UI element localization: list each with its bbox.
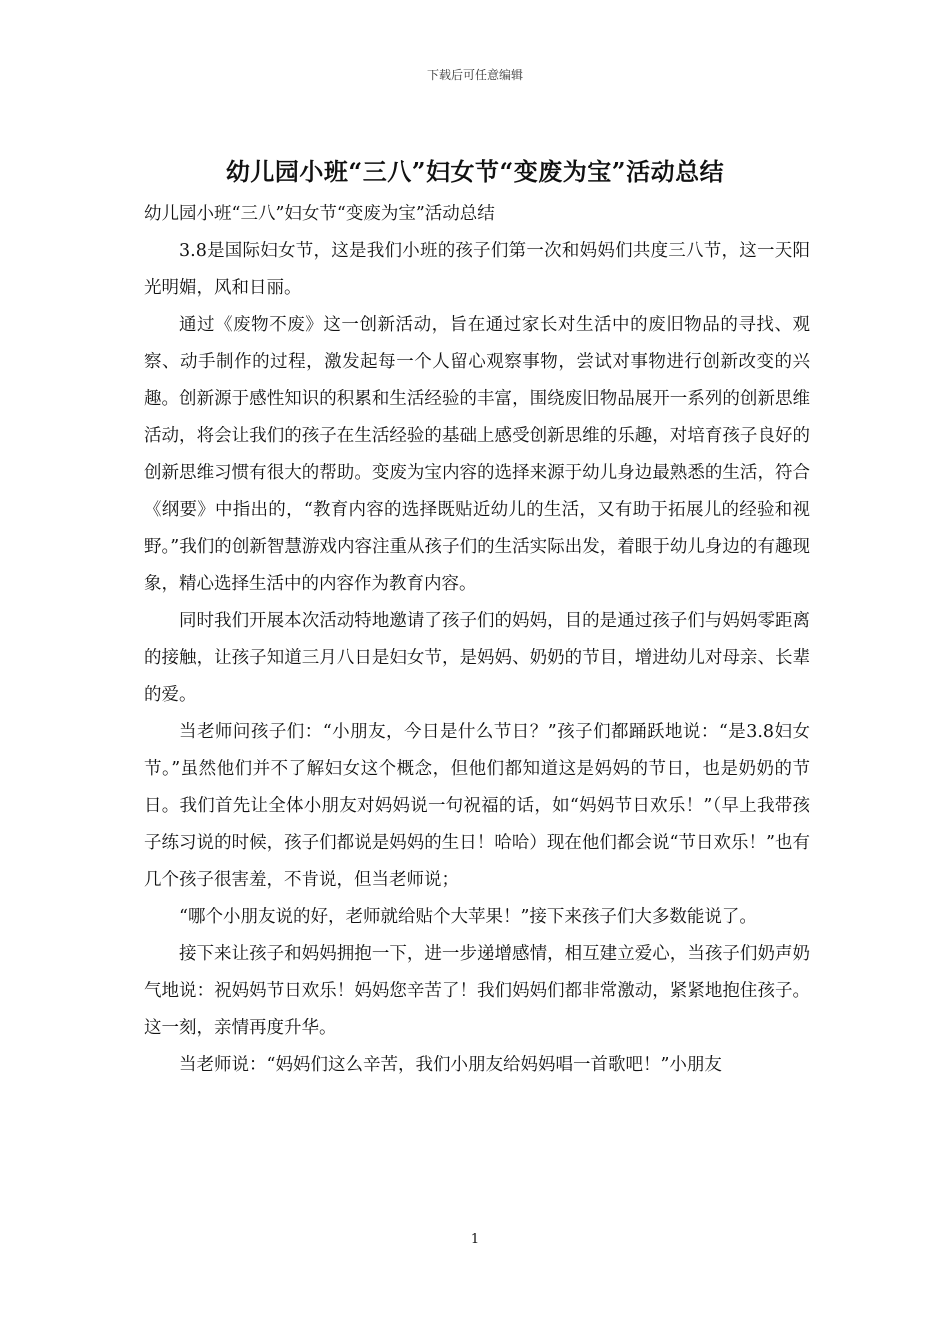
page-number: 1	[470, 1232, 480, 1247]
paragraph-apple-reward: “哪个小朋友说的好，老师就给贴个大苹果！”接下来孩子们大多数能说了。	[179, 907, 757, 927]
paragraph-intro: 3.8是国际妇女节，这是我们小班的孩子们第一次和妈妈们共度三八节，这一天阳光明媚，风和日丽。	[144, 241, 810, 298]
document-title: 幼儿园小班“三八”妇女节“变废为宝”活动总结	[225, 157, 725, 186]
document-subtitle: 幼儿园小班“三八”妇女节“变废为宝”活动总结	[144, 204, 495, 224]
document-body	[144, 196, 810, 1084]
paragraph-activity-purpose: 通过《废物不废》这一创新活动，旨在通过家长对生活中的废旧物品的寻找、观察、动手制作的过程，激发起每一个人留心观察事物，尝试对事物进行创新改变的兴趣。创新源于感性知识的积累和生活经验的丰富，围绕废旧物品展开一系列的创新思维活动，将会让我们的孩子在生活经验的基础上感受创新思维的乐趣，对培育孩子良好的创新思维习惯有很大的帮助。变废为宝内容的选择来源于幼儿身边最熟悉的生活，符合《纲要》中指出的，“教育内容的选择既贴近幼儿的生活，又有助于拓展儿的经验和视野。”我们的创新智慧游戏内容注重从孩子们的生活实际出发，着眼于幼儿身边的有趣现象，精心选择生活中的内容作为教育内容。	[144, 315, 810, 594]
paragraph-mothers-invited: 同时我们开展本次活动特地邀请了孩子们的妈妈，目的是通过孩子们与妈妈零距离的接触，让孩子知道三月八日是妇女节，是妈妈、奶奶的节目，增进幼儿对母亲、长辈的爱。	[144, 611, 810, 705]
paragraph-teacher-question: 当老师问孩子们：“小朋友，今日是什么节日？”孩子们都踊跃地说：“是3.8妇女节。”虽然他们并不了解妇女这个概念，但他们都知道这是妈妈的节日，也是奶奶的节日。我们首先让全体小朋友对妈妈说一句祝福的话，如“妈妈节日欢乐！”（早上我带孩子练习说的时候，孩子们都说是妈妈的生日！哈哈）现在他们都会说“节日欢乐！”也有几个孩子很害羞，不肯说，但当老师说；	[144, 722, 810, 890]
paragraph-song: 当老师说：“妈妈们这么辛苦，我们小朋友给妈妈唱一首歌吧！”小朋友	[179, 1055, 722, 1075]
page-header: 下载后可任意编辑	[426, 68, 523, 82]
paragraph-hug: 接下来让孩子和妈妈拥抱一下，进一步递增感情，相互建立爱心，当孩子们奶声奶气地说：祝妈妈节日欢乐！妈妈您辛苦了！我们妈妈们都非常激动，紧紧地抱住孩子。这一刻，亲情再度升华。	[144, 944, 810, 1038]
